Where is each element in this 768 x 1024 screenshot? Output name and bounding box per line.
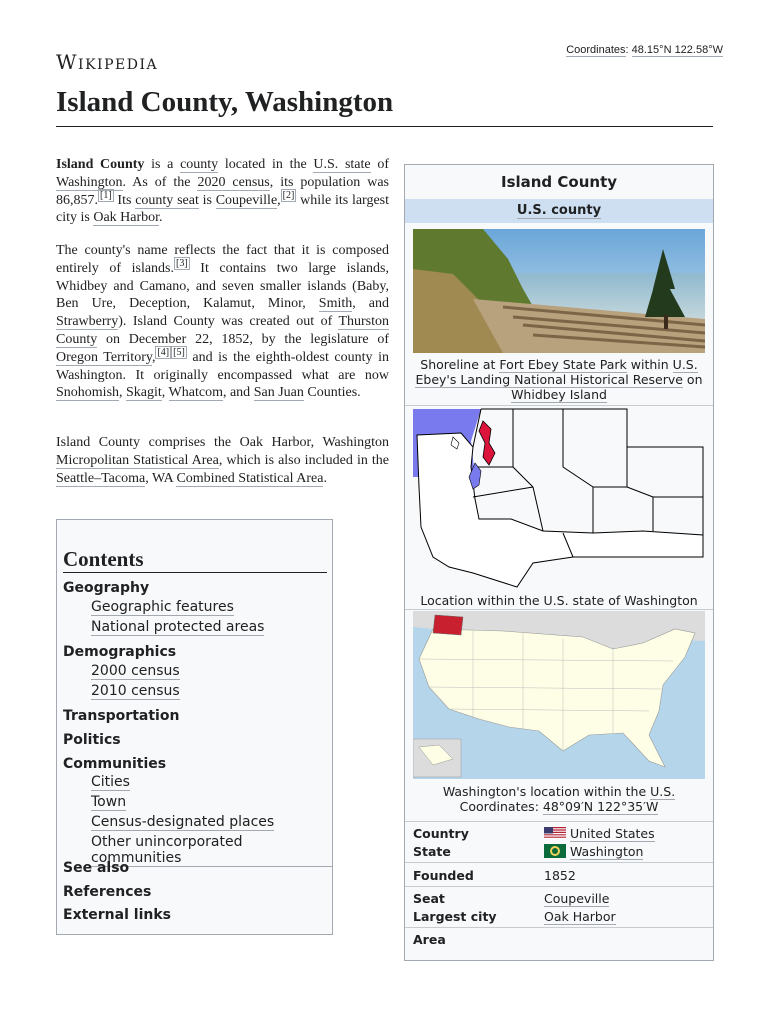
text: . (323, 470, 327, 486)
toc-communities[interactable]: Communities (63, 756, 167, 772)
photo-caption (409, 357, 709, 402)
lead-paragraph-1 (56, 156, 389, 227)
us-flag-icon (544, 827, 566, 839)
link-thurston-county[interactable]: Thurston County (56, 314, 389, 347)
text: located in the (218, 157, 314, 172)
lead-paragraph-3 (56, 434, 389, 487)
text: Shoreline at (420, 357, 500, 372)
row-label-seat: Seat (413, 891, 445, 906)
row-value-state (544, 844, 643, 859)
infobox (404, 164, 714, 961)
toc-national-protected-areas[interactable]: National protected areas (91, 619, 265, 635)
text: , (119, 385, 127, 401)
text: Its (113, 192, 136, 208)
text: , its population was 86,857. (56, 174, 389, 208)
link-largest-city-oak-harbor[interactable]: Oak Harbor (544, 909, 616, 924)
row-label-largest-city: Largest city (413, 909, 497, 924)
text: . (159, 210, 163, 226)
text: within (626, 357, 673, 372)
text: and is the eighth-oldest county in Washington. It originally encompassed what are now (56, 349, 389, 383)
text: Island County comprises the Oak Harbor, Washington (56, 435, 389, 450)
map2-caption (409, 784, 709, 814)
link-county[interactable]: county (180, 157, 219, 172)
link-fort-ebey[interactable]: Fort Ebey State Park (499, 357, 627, 372)
link-skagit[interactable]: Skagit (126, 385, 162, 401)
toc-external-links[interactable]: External links (63, 907, 171, 923)
link-2020-census[interactable]: 2020 census (197, 174, 270, 190)
row-value-founded: 1852 (544, 868, 576, 883)
washington-flag-icon (544, 844, 566, 858)
infobox-divider (405, 886, 713, 887)
text: is a (144, 157, 181, 172)
link-san-juan[interactable]: San Juan (253, 385, 304, 401)
text: . As of the (122, 174, 198, 190)
toc-town[interactable]: Town (91, 794, 127, 810)
text: of (370, 157, 389, 172)
link-oregon-territory[interactable]: Oregon Territory (56, 349, 152, 365)
link-us-state[interactable]: U.S. state (313, 157, 371, 172)
text: , (277, 192, 281, 208)
text: , which is also included in the (218, 452, 389, 468)
text: , (151, 349, 156, 365)
coordinates-label: Coordinates: (459, 799, 543, 814)
text: , and (222, 385, 254, 401)
toc-politics[interactable]: Politics (63, 732, 121, 748)
infobox-coordinates-link[interactable]: 48°09′N 122°35′W (542, 799, 659, 814)
toc-cities[interactable]: Cities (91, 774, 130, 790)
ref-4[interactable]: [4] (157, 347, 170, 359)
link-whidbey-island[interactable]: Whidbey Island (511, 387, 607, 402)
infobox-divider (405, 927, 713, 928)
link-smith[interactable]: Smith (318, 296, 353, 312)
toc-geography[interactable]: Geography (63, 580, 150, 596)
text: while its largest city is (56, 192, 390, 226)
link-coupeville[interactable]: Coupeville (215, 192, 278, 208)
link-combined-statistical-area[interactable]: Combined Statistical Area (176, 470, 324, 486)
toc-2010-census[interactable]: 2010 census (91, 683, 180, 699)
text: ). Island County was created out of (118, 314, 339, 330)
text: The county's name reflects the fact that it is composed entirely of islands. (56, 243, 389, 276)
wikipedia-logo[interactable]: Wikipedia (56, 50, 159, 74)
bold-term: Island County (56, 157, 145, 172)
row-label-founded: Founded (413, 868, 474, 883)
link-snohomish[interactable]: Snohomish (56, 385, 120, 401)
link-micropolitan-area[interactable]: Micropolitan Statistical Area (56, 452, 219, 468)
text: is (198, 192, 216, 208)
link-seat-coupeville[interactable]: Coupeville (544, 891, 610, 906)
infobox-type-band (405, 199, 713, 223)
ref-3[interactable]: [3] (176, 258, 188, 270)
infobox-type-link[interactable]: U.S. county (516, 203, 602, 218)
ref-5[interactable]: [5] (173, 347, 185, 359)
link-whatcom[interactable]: Whatcom (168, 385, 223, 401)
text: on (682, 372, 703, 387)
text: , WA (145, 470, 177, 486)
row-label-country: Country (413, 826, 469, 841)
toc-demographics[interactable]: Demographics (63, 644, 177, 660)
toc-divider (63, 572, 327, 573)
toc-other-unincorporated[interactable]: Other unincorporated communities (91, 834, 332, 867)
page-title: Island County, Washington (56, 86, 394, 118)
text: It contains two large islands, Whidbey and Camano, and seven smaller islands (Baby, Ben Ure, Deception, Kalamut, Minor, (56, 260, 390, 312)
toc-see-also[interactable]: See also (63, 860, 130, 876)
toc-geographic-features[interactable]: Geographic features (91, 599, 234, 615)
infobox-divider (405, 821, 713, 822)
link-county-seat[interactable]: county seat (135, 192, 199, 208)
link-oak-harbor[interactable]: Oak Harbor (93, 210, 160, 226)
toc-title: Contents (63, 547, 144, 571)
link-strawberry[interactable]: Strawberry (56, 314, 119, 330)
link-united-states[interactable]: United States (569, 826, 655, 841)
text: Counties. (303, 385, 361, 401)
link-washington[interactable]: Washington (56, 174, 123, 190)
ref-1[interactable]: [1] (100, 189, 112, 201)
toc-transportation[interactable]: Transportation (63, 708, 180, 724)
title-divider (56, 126, 713, 127)
shoreline-photo[interactable] (413, 229, 705, 353)
infobox-divider (405, 862, 713, 863)
coordinates-value[interactable]: 48.15°N 122.58°W (631, 44, 723, 56)
us-locator-map[interactable] (413, 611, 705, 779)
row-value-country (544, 826, 655, 841)
coordinates-label[interactable]: Coordinates (566, 44, 626, 56)
text: , and (352, 296, 389, 312)
coordinates-header: Coordinates: 48.15°N 122.58°W (566, 44, 723, 56)
text: on December 22, 1852, by the legislature of (97, 331, 389, 347)
link-seattle-tacoma[interactable]: Seattle–Tacoma (56, 470, 146, 486)
toc-references[interactable]: References (63, 884, 152, 900)
row-label-area: Area (413, 932, 446, 947)
link-us[interactable]: U.S. (650, 784, 676, 799)
toc-2000-census[interactable]: 2000 census (91, 663, 180, 679)
text: Washington's location within the (442, 784, 651, 799)
link-washington-state[interactable]: Washington (569, 844, 644, 859)
map1-caption: Location within the U.S. state of Washington (420, 593, 698, 608)
toc-census-designated-places[interactable]: Census-designated places (91, 814, 275, 830)
table-of-contents (56, 519, 333, 935)
row-label-state: State (413, 844, 451, 859)
ref-2[interactable]: [2] (282, 189, 295, 201)
infobox-divider (405, 609, 713, 610)
link-ebeys-landing[interactable]: U.S. Ebey's Landing National Historical Reserve (415, 357, 698, 387)
lead-paragraph-2 (56, 242, 389, 402)
text: , (161, 385, 169, 401)
washington-locator-map[interactable] (413, 407, 707, 589)
infobox-divider (405, 405, 713, 406)
infobox-title: Island County (500, 173, 618, 191)
